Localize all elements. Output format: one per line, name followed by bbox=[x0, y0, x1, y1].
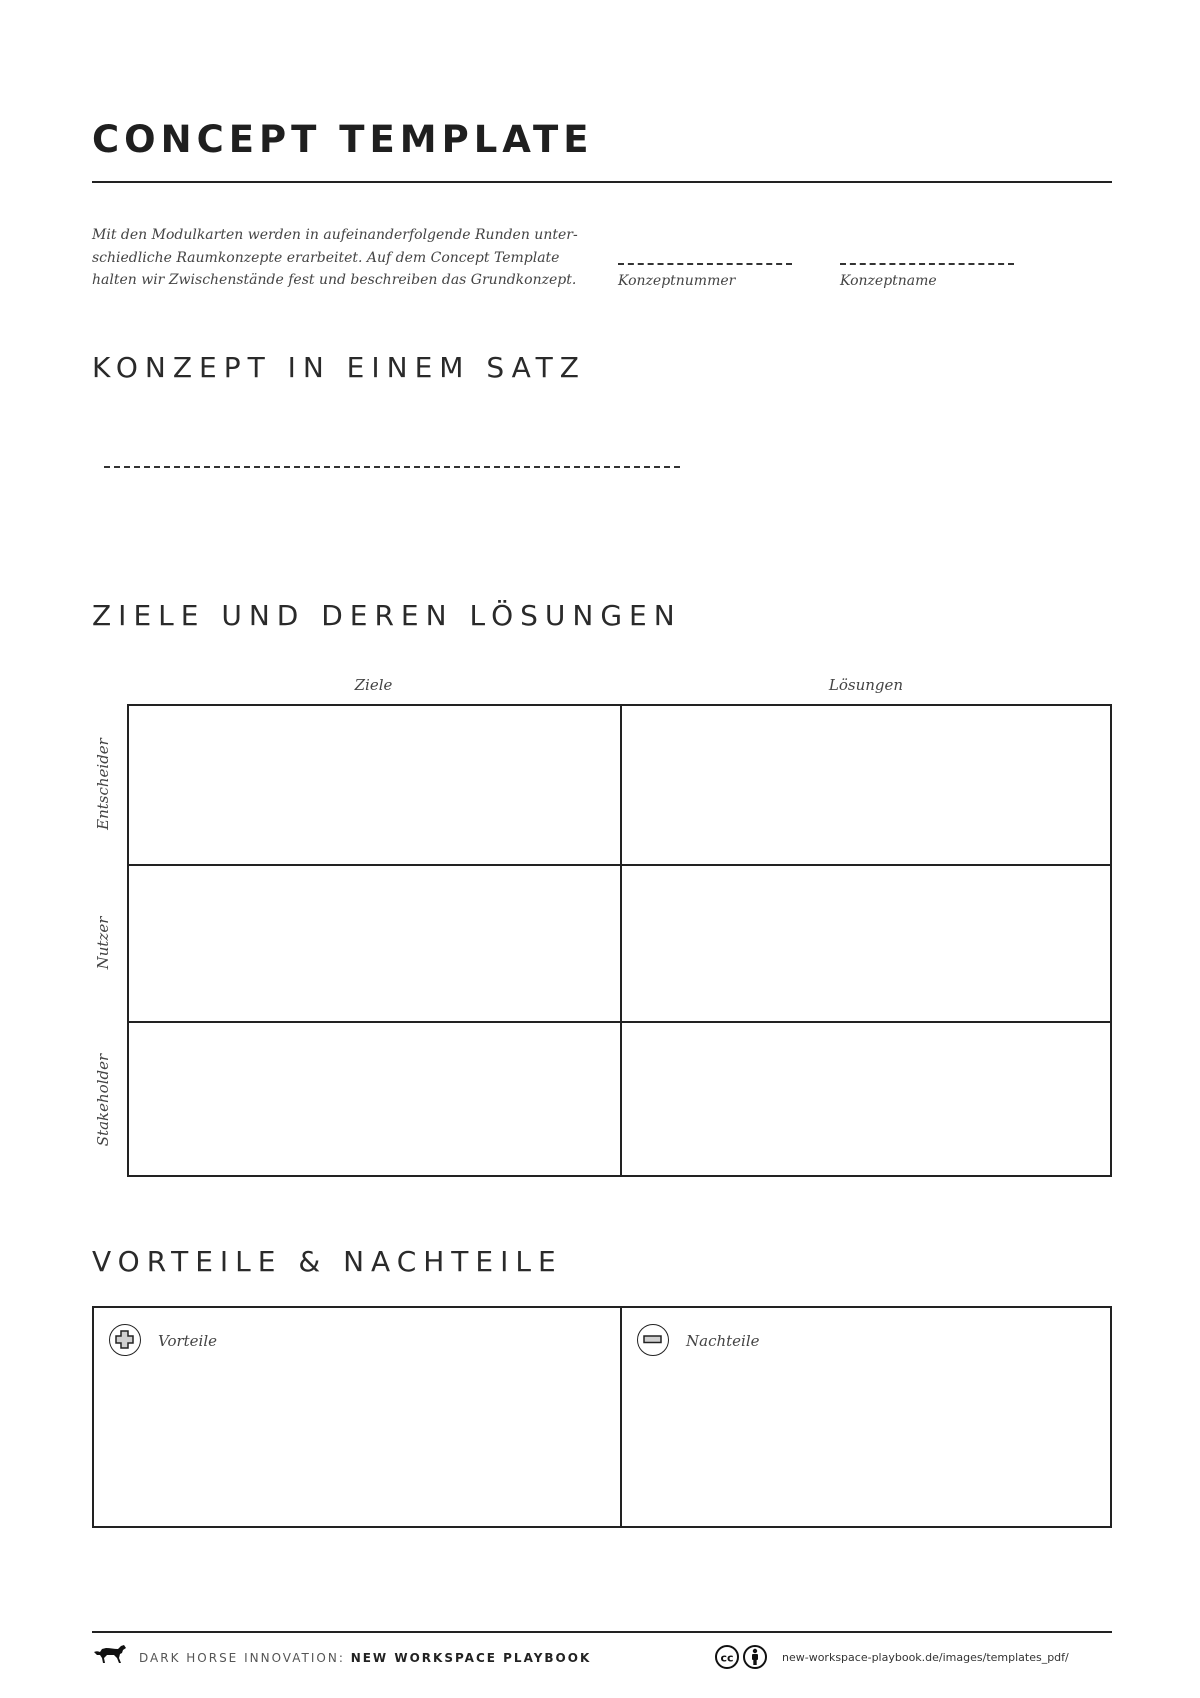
cell-nutzer-loesungen[interactable] bbox=[622, 866, 1110, 1020]
concept-name-label: Konzeptname bbox=[840, 273, 937, 289]
row-label-stakeholder: Stakeholder bbox=[94, 1053, 112, 1147]
footer-url[interactable]: new-workspace-playbook.de/images/templates_pdf/ bbox=[782, 1651, 1069, 1664]
cons-label: Nachteile bbox=[686, 1332, 760, 1350]
concept-number-label: Konzeptnummer bbox=[618, 273, 736, 289]
row-label-nutzer: Nutzer bbox=[94, 916, 112, 970]
pros-label: Vorteile bbox=[158, 1332, 218, 1350]
svg-text:cc: cc bbox=[720, 1651, 734, 1665]
cell-stakeholder-loesungen[interactable] bbox=[622, 1023, 1110, 1175]
cell-stakeholder-ziele[interactable] bbox=[129, 1023, 619, 1175]
concept-sentence-field[interactable] bbox=[104, 466, 680, 468]
cc-by-icon bbox=[714, 1644, 770, 1670]
section-heading-sentence: KONZEPT IN EINEM SATZ bbox=[92, 351, 586, 384]
section-heading-proscons: VORTEILE & NACHTEILE bbox=[92, 1245, 563, 1278]
footer-brand bbox=[139, 1651, 591, 1665]
horse-logo-icon bbox=[92, 1642, 128, 1664]
page-title: CONCEPT TEMPLATE bbox=[92, 118, 594, 161]
section-heading-goals: ZIELE UND DEREN LÖSUNGEN bbox=[92, 599, 682, 632]
plus-icon bbox=[109, 1324, 141, 1356]
intro-text: Mit den Modulkarten werden in aufeinanderfolgende Runden unter-schiedliche Raumkonzepte erarbeitet. Auf dem Concept Template halten wir Zwischenstände fest und beschreiben das Grundkonzept. bbox=[92, 227, 578, 288]
title-divider bbox=[92, 181, 1112, 183]
cell-entscheider-ziele[interactable] bbox=[129, 706, 619, 863]
concept-name-field[interactable] bbox=[840, 263, 1014, 265]
column-header-ziele: Ziele bbox=[354, 676, 393, 694]
cell-entscheider-loesungen[interactable] bbox=[622, 706, 1110, 863]
footer-divider bbox=[92, 1631, 1112, 1633]
footer-product-name: NEW WORKSPACE PLAYBOOK bbox=[350, 1651, 592, 1665]
row-label-entscheider: Entscheider bbox=[94, 738, 112, 830]
footer-brand-name: DARK HORSE INNOVATION: bbox=[139, 1651, 351, 1665]
column-header-loesungen: Lösungen bbox=[828, 676, 904, 694]
concept-number-field[interactable] bbox=[618, 263, 792, 265]
minus-icon bbox=[637, 1324, 669, 1356]
cell-nutzer-ziele[interactable] bbox=[129, 866, 619, 1020]
